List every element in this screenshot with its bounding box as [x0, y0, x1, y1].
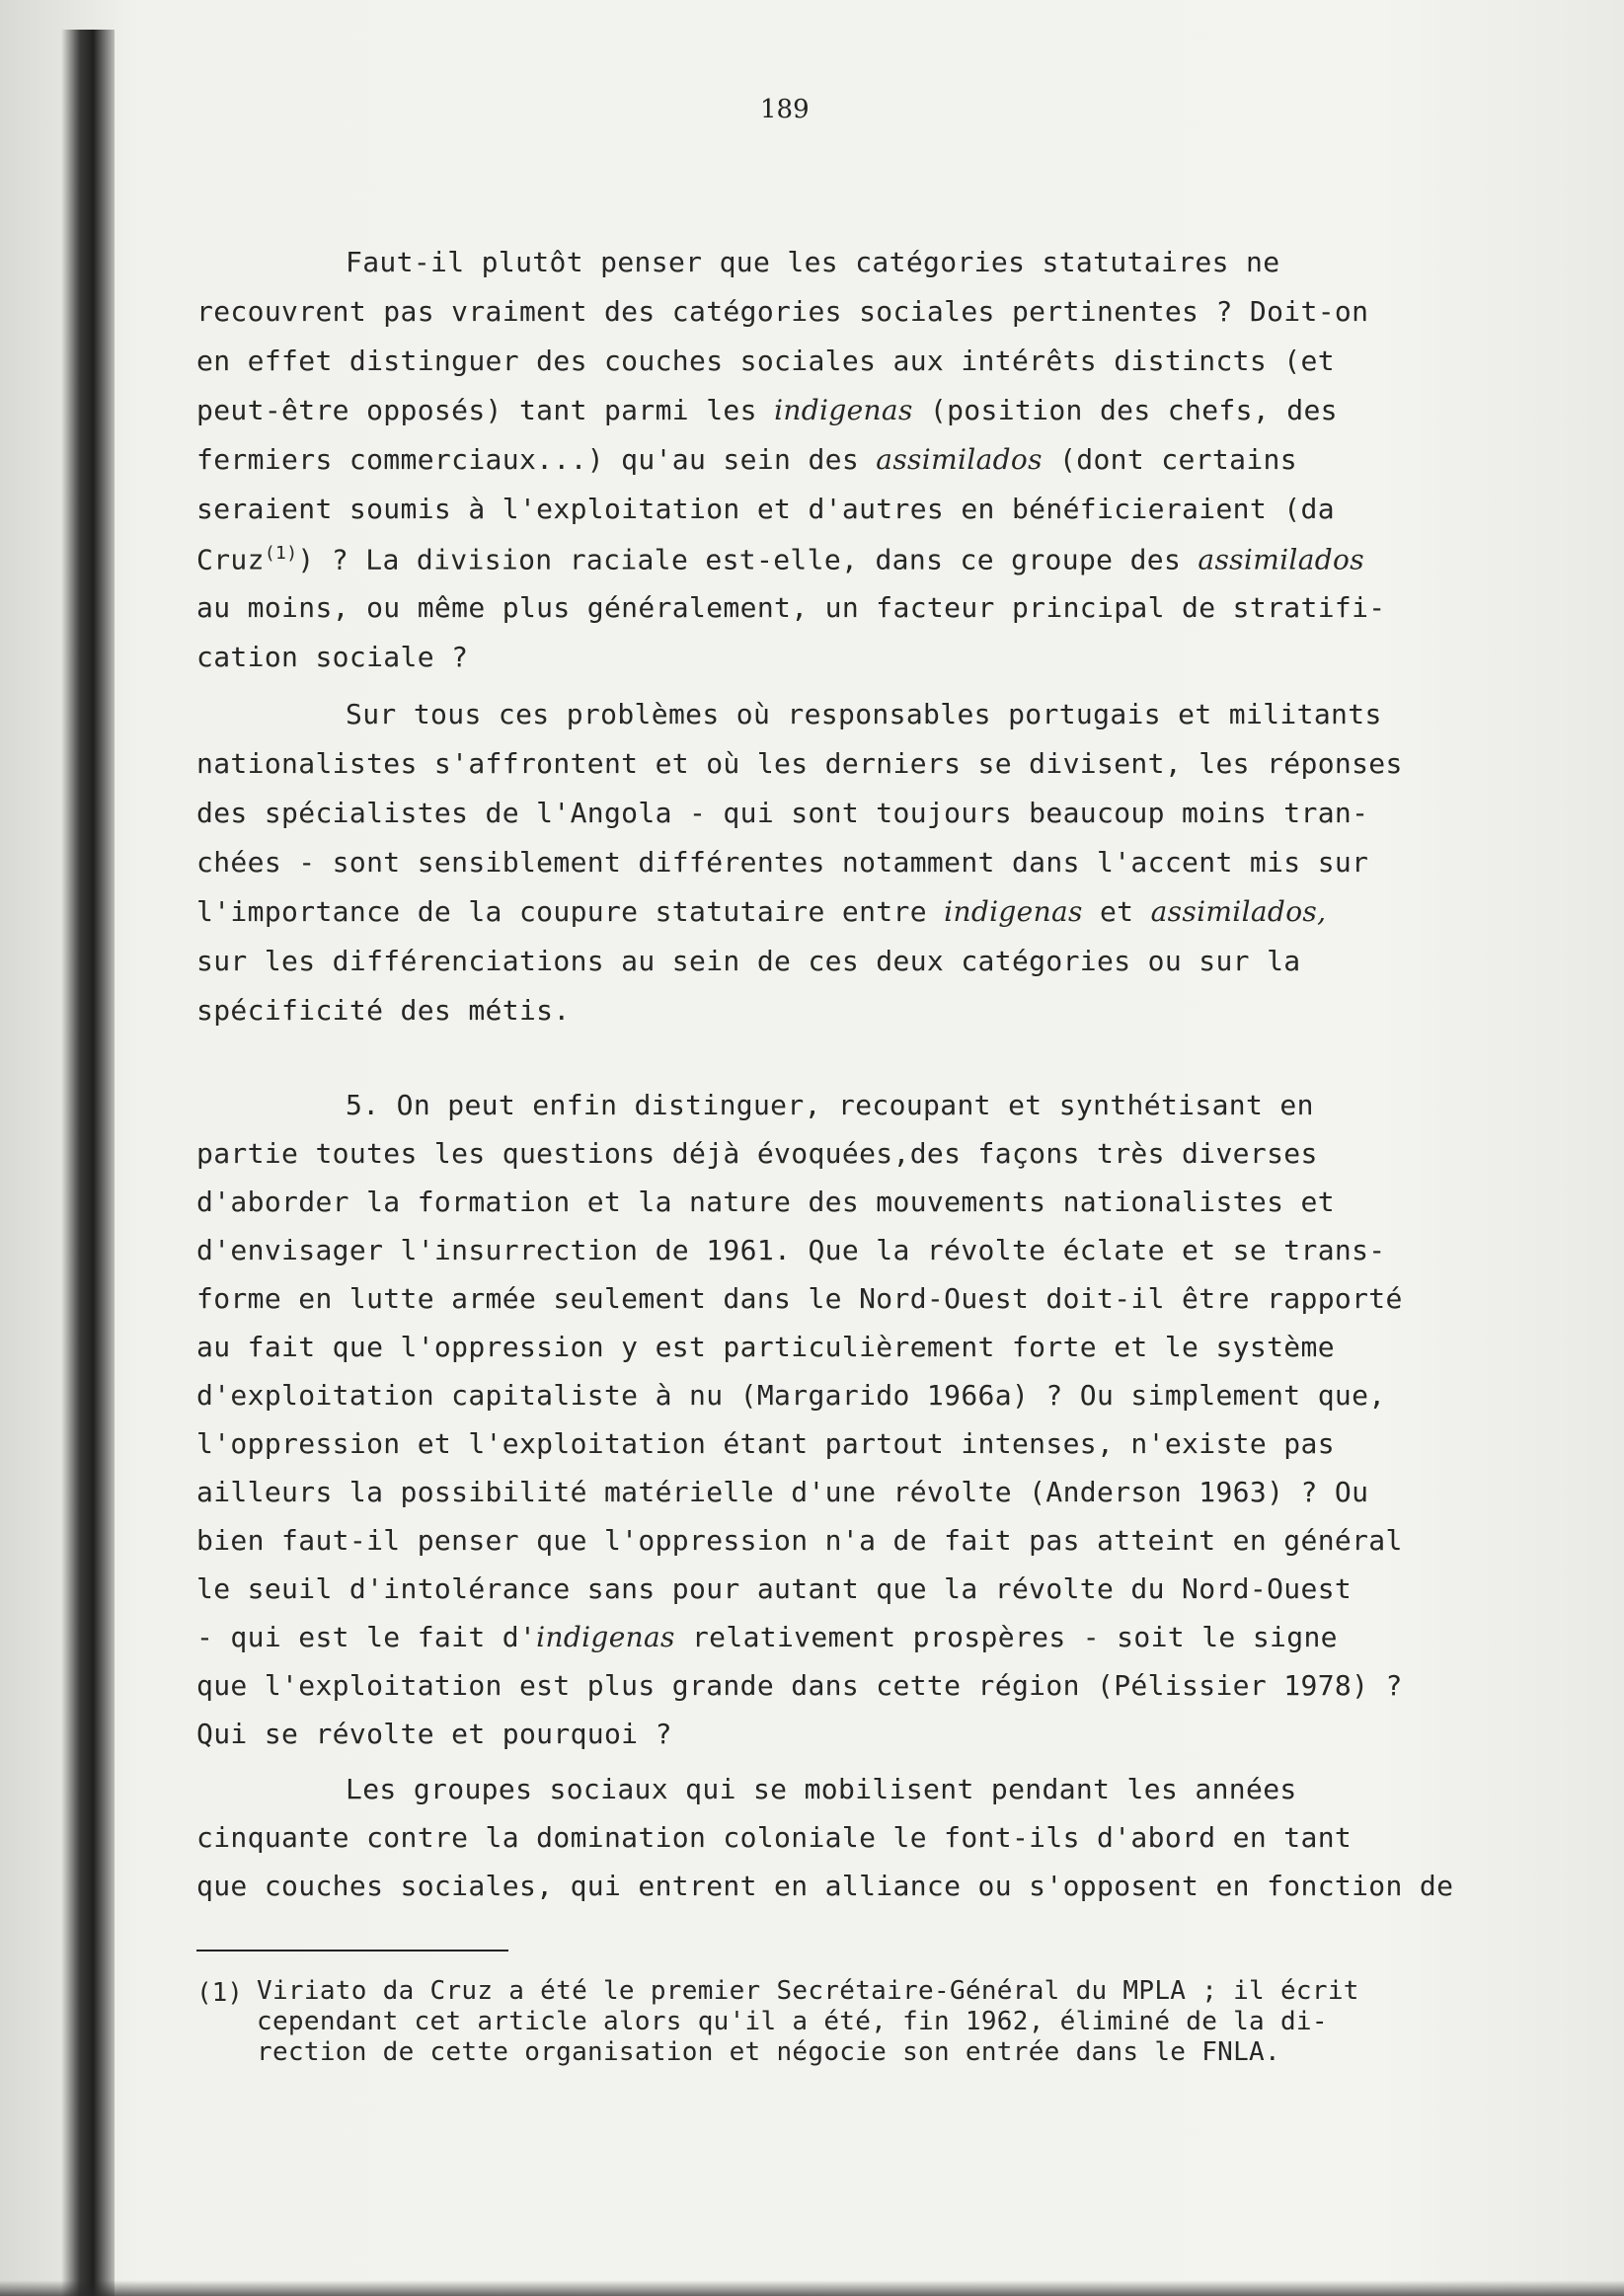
text-line: d'envisager l'insurrection de 1961. Que la révolte éclate et se trans-	[196, 1234, 1386, 1266]
text-line: Cruz$^{(1)}$) ? La division raciale est-elle, dans ce groupe des assimilados	[196, 543, 1364, 576]
text-line: sur les différenciations au sein de ces deux catégories ou sur la	[196, 945, 1301, 977]
text-line: fermiers commerciaux...) qu'au sein des assimilados (dont certains	[196, 443, 1297, 476]
italic-term: indigenas	[774, 394, 913, 426]
text-line: l'importance de la coupure statutaire entre indigenas et assimilados,	[196, 895, 1327, 928]
footnote-separator	[196, 1950, 508, 1952]
italic-term: assimilados,	[1150, 895, 1327, 928]
text-line: seraient soumis à l'exploitation et d'autres en bénéficieraient (da	[196, 493, 1335, 525]
text-line: chées - sont sensiblement différentes notamment dans l'accent mis sur	[196, 846, 1369, 879]
text-line: que l'exploitation est plus grande dans cette région (Pélissier 1978) ?	[196, 1669, 1403, 1702]
footnote-number: (1)	[196, 1978, 243, 2008]
text-line: au fait que l'oppression y est particulièrement forte et le système	[196, 1331, 1335, 1363]
text-line: Sur tous ces problèmes où responsables portugais et militants	[346, 698, 1382, 730]
binding-shadow	[61, 30, 115, 2296]
footnote-line: Viriato da Cruz a été le premier Secrétaire-Général du MPLA ; il écrit	[257, 1976, 1359, 2006]
italic-term: indigenas	[536, 1621, 675, 1653]
text-line: recouvrent pas vraiment des catégories sociales pertinentes ? Doit-on	[196, 295, 1369, 328]
text-line: Les groupes sociaux qui se mobilisent pendant les années	[346, 1773, 1297, 1805]
text-line: Qui se révolte et pourquoi ?	[196, 1718, 672, 1750]
text-line: au moins, ou même plus généralement, un facteur principal de stratifi-	[196, 591, 1386, 624]
text-line: bien faut-il penser que l'oppression n'a de fait pas atteint en général	[196, 1524, 1403, 1557]
text-line: d'aborder la formation et la nature des mouvements nationalistes et	[196, 1186, 1335, 1218]
text-line: ailleurs la possibilité matérielle d'une révolte (Anderson 1963) ? Ou	[196, 1476, 1369, 1508]
italic-term: indigenas	[944, 895, 1083, 928]
text-line: l'oppression et l'exploitation étant partout intenses, n'existe pas	[196, 1427, 1335, 1460]
italic-term: assimilados	[1198, 543, 1364, 576]
footnote-ref: (1)	[264, 543, 298, 564]
italic-term: assimilados	[876, 443, 1043, 476]
footnote-line: cependant cet article alors qu'il a été, fin 1962, éliminé de la di-	[257, 2007, 1328, 2036]
text-line: - qui est le fait d'indigenas relativement prospères - soit le signe	[196, 1621, 1338, 1653]
text-line: spécificité des métis.	[196, 994, 571, 1027]
footnote-line: rection de cette organisation et négocie son entrée dans le FNLA.	[257, 2037, 1280, 2067]
text-line: 5. On peut enfin distinguer, recoupant et synthétisant en	[346, 1089, 1314, 1121]
text-line: Faut-il plutôt penser que les catégories statutaires ne	[346, 246, 1280, 278]
text-line: nationalistes s'affrontent et où les derniers se divisent, les réponses	[196, 747, 1403, 780]
text-line: cation sociale ?	[196, 641, 469, 673]
page-number: 189	[760, 95, 810, 124]
text-line: peut-être opposés) tant parmi les indigenas (position des chefs, des	[196, 394, 1338, 426]
text-line: forme en lutte armée seulement dans le Nord-Ouest doit-il être rapporté	[196, 1282, 1403, 1315]
text-line: le seuil d'intolérance sans pour autant que la révolte du Nord-Ouest	[196, 1572, 1353, 1605]
text-line: d'exploitation capitaliste à nu (Margarido 1966a) ? Ou simplement que,	[196, 1379, 1386, 1412]
page-bottom-shadow	[0, 2280, 1624, 2296]
text-line: en effet distinguer des couches sociales aux intérêts distincts (et	[196, 344, 1335, 377]
text-line: cinquante contre la domination coloniale le font-ils d'abord en tant	[196, 1821, 1353, 1854]
text-line: que couches sociales, qui entrent en alliance ou s'opposent en fonction de	[196, 1870, 1454, 1902]
text-line: partie toutes les questions déjà évoquées,des façons très diverses	[196, 1137, 1318, 1170]
text-line: des spécialistes de l'Angola - qui sont toujours beaucoup moins tran-	[196, 797, 1369, 829]
